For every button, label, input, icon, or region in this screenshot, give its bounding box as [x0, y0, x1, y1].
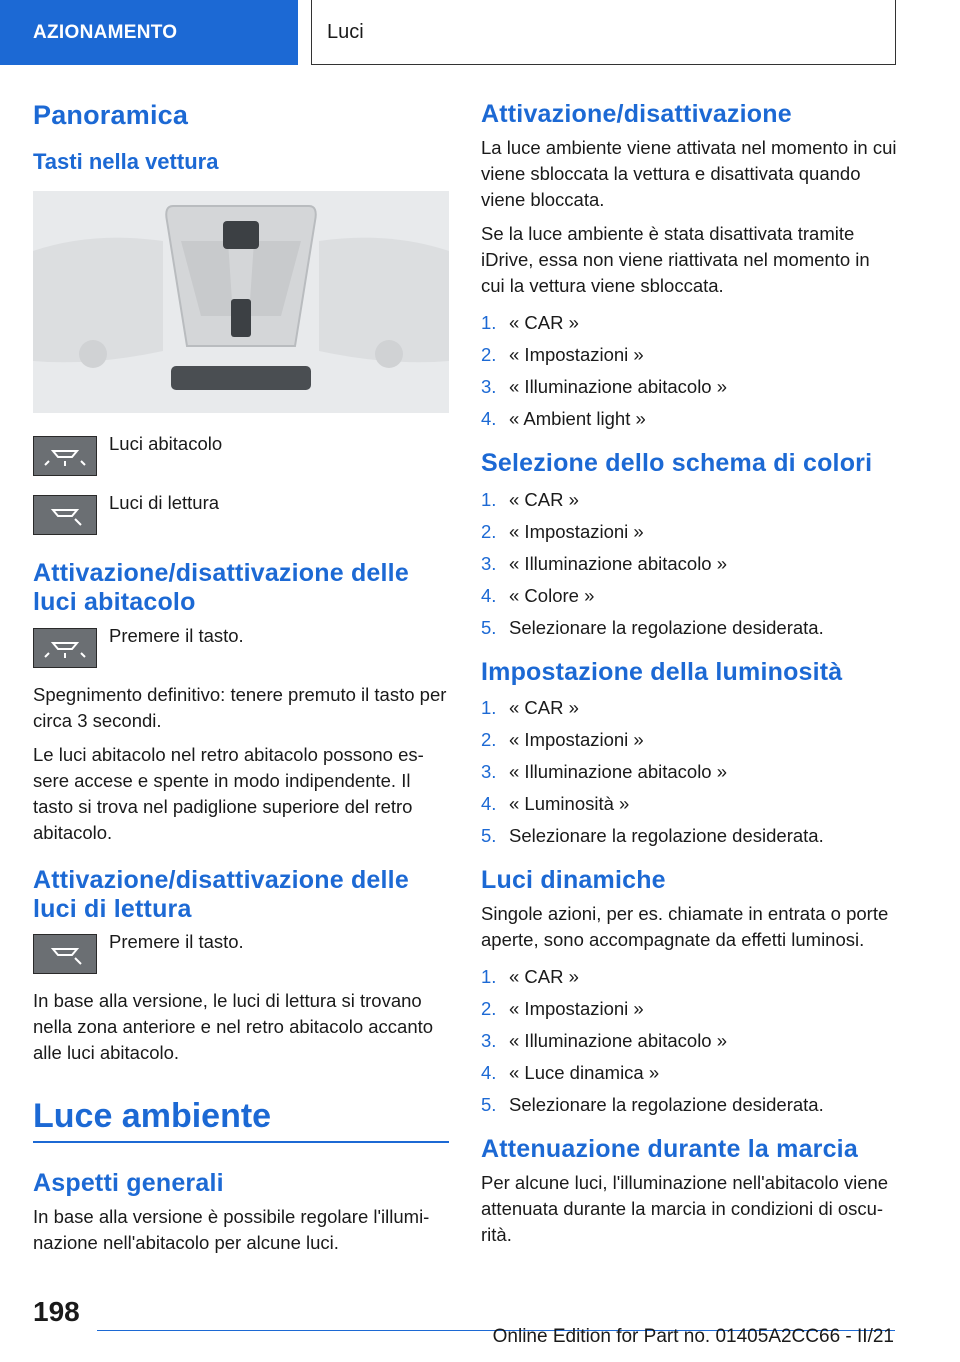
chapter-title: Luci [327, 20, 364, 43]
paragraph-att1: La luce ambiente viene attivata nel momento in cui viene sbloccata la vettura e disattivata quando viene bloccata. [481, 136, 897, 210]
heading-panoramica: Panoramica [33, 100, 189, 130]
list-item-text: « Impostazioni » [509, 729, 644, 751]
list-item-number: 2. [481, 729, 497, 751]
right-column [481, 100, 897, 1256]
list-item-text: « Colore » [509, 584, 595, 606]
edition-note: Online Edition for Part no. 01405A2CC66 - II/21 [492, 1326, 894, 1347]
list-item-text: « Luminosità » [509, 793, 630, 815]
list-item-text: « Ambient light » [509, 407, 646, 429]
list-item-number: 4. [481, 584, 497, 606]
list-item-number: 3. [481, 761, 497, 783]
list-item-text: Selezionare la regolazione desiderata. [509, 825, 824, 847]
reading-light-icon [33, 934, 97, 974]
list-item-text: « Luce dinamica » [509, 1062, 660, 1083]
reading-light-icon [33, 495, 97, 535]
list-item-number: 3. [481, 1030, 497, 1051]
list-item-text: « Illuminazione abitacolo » [509, 375, 728, 397]
list-item [481, 692, 897, 724]
list-item [481, 307, 897, 339]
list-item-number: 2. [481, 343, 497, 365]
heading-aspetti: Aspetti generali [33, 1169, 224, 1198]
list-item [481, 612, 897, 644]
list-item-number: 1. [481, 311, 497, 333]
heading-att-lettura: Attivazione/disattivazione delle luci di lettura [33, 865, 409, 923]
icon-row-press-1 [33, 623, 449, 668]
list-item-number: 4. [481, 407, 497, 429]
paragraph-attenuazione: Per alcune luci, l'illuminazione nell'abitacolo viene attenuata durante la marcia in condizioni di oscu-rità. [481, 1171, 889, 1245]
list-item [481, 961, 897, 993]
list-item [481, 484, 897, 516]
list-item-number: 4. [481, 1062, 497, 1083]
press-text-2: Premere il tasto. [109, 931, 244, 953]
list-item-number: 5. [481, 616, 497, 638]
list-item [481, 1057, 897, 1089]
list-item-number: 4. [481, 793, 497, 815]
list-item-text: « CAR » [509, 488, 579, 510]
interior-light-icon [33, 628, 97, 668]
list-item [481, 724, 897, 756]
paragraph-aspetti: In base alla versione è possibile regolare l'illumi-nazione nell'abitacolo per alcune luci. [33, 1205, 430, 1253]
list-item [481, 1089, 897, 1121]
list-item-text: « CAR » [509, 966, 579, 987]
steps-luminosita [481, 692, 897, 852]
list-item-text: « Illuminazione abitacolo » [509, 761, 728, 783]
list-item-text: Selezionare la regolazione desiderata. [509, 1094, 824, 1115]
list-item-number: 2. [481, 998, 497, 1019]
list-item [481, 371, 897, 403]
icon-row-abitacolo [33, 431, 449, 476]
icon-label-lettura: Luci di lettura [109, 492, 220, 514]
list-item-text: Selezionare la regolazione desiderata. [509, 616, 824, 638]
list-item [481, 820, 897, 852]
list-item [481, 1025, 897, 1057]
list-item-number: 1. [481, 488, 497, 510]
chapter-header [311, 0, 896, 65]
heading-schema: Selezione dello schema di colori [481, 448, 873, 477]
paragraph-retro: Le luci abitacolo nel retro abitacolo possono es-sere accese e spente in modo indipendente. Il tasto si trova nel padiglione superiore del retro abitacolo. [33, 743, 424, 843]
roof-console-photo [33, 191, 449, 413]
page-number: 198 [33, 1296, 80, 1327]
press-text-1: Premere il tasto. [109, 624, 244, 646]
left-column [33, 100, 449, 1264]
heading-dinamiche: Luci dinamiche [481, 866, 666, 895]
paragraph-att2: Se la luce ambiente è stata disattivata tramite iDrive, essa non viene riattivata nel momento in cui la vettura viene sbloccata. [481, 222, 870, 296]
list-item-number: 5. [481, 825, 497, 847]
icon-label-abitacolo: Luci abitacolo [109, 433, 223, 455]
steps-schema [481, 484, 897, 644]
list-item [481, 339, 897, 371]
icon-row-lettura [33, 490, 449, 535]
list-item [481, 756, 897, 788]
list-item [481, 403, 897, 435]
list-item-number: 3. [481, 375, 497, 397]
icon-row-press-2 [33, 929, 449, 974]
list-item-text: « CAR » [509, 311, 579, 333]
interior-light-icon [33, 436, 97, 476]
list-item-number: 3. [481, 552, 497, 574]
heading-luce-ambiente: Luce ambiente [33, 1097, 272, 1136]
heading-luminosita: Impostazione della luminosità [481, 657, 843, 686]
paragraph-versione: In base alla versione, le luci di lettura si trovano nella zona anteriore e nel retro abitacolo accanto alle luci abitacolo. [33, 990, 434, 1064]
list-item-text: « Impostazioni » [509, 520, 644, 542]
heading-attivazione: Attivazione/disattivazione [481, 100, 792, 128]
list-item [481, 516, 897, 548]
list-item-text: « Impostazioni » [509, 998, 644, 1019]
heading-att-abitacolo: Attivazione/disattivazione delle luci abitacolo [33, 559, 409, 617]
list-item [481, 788, 897, 820]
section-divider [33, 1141, 449, 1143]
heading-attenuazione: Attenuazione durante la marcia [481, 1135, 858, 1163]
list-item-text: « CAR » [509, 697, 579, 719]
list-item-number: 1. [481, 697, 497, 719]
list-item-number: 5. [481, 1094, 497, 1115]
list-item [481, 580, 897, 612]
list-item-text: « Illuminazione abitacolo » [509, 552, 728, 574]
steps-attivazione [481, 307, 897, 435]
section-tab [0, 0, 298, 65]
list-item-number: 2. [481, 520, 497, 542]
list-item-text: « Impostazioni » [509, 343, 644, 365]
paragraph-dinamiche: Singole azioni, per es. chiamate in entrata o porte aperte, sono accompagnate da effetti luminosi. [481, 903, 889, 950]
heading-tasti: Tasti nella vettura [33, 149, 219, 175]
list-item [481, 548, 897, 580]
list-item-number: 1. [481, 966, 497, 987]
steps-dinamiche [481, 961, 897, 1121]
section-title: AZIONAMENTO [33, 21, 178, 43]
list-item-text: « Illuminazione abitacolo » [509, 1030, 728, 1051]
paragraph-spegnimento: Spegnimento definitivo: tenere premuto il tasto per circa 3 secondi. [33, 683, 447, 731]
list-item [481, 993, 897, 1025]
